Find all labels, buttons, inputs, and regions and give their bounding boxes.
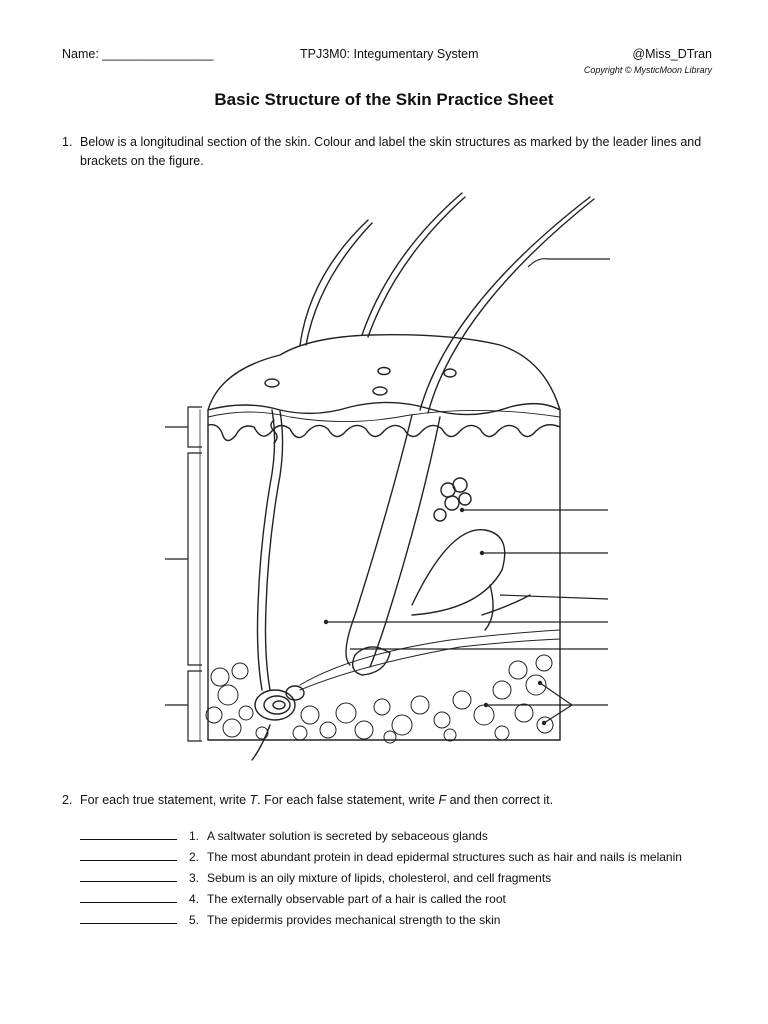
question-2-true-letter: T (249, 793, 258, 807)
leader-fat-3 (544, 705, 572, 723)
answer-blank[interactable] (80, 912, 177, 924)
question-1-text-line2: brackets on the figure. (80, 154, 204, 168)
sebaceous-gland-lobe (445, 496, 459, 510)
question-2-false-letter: F (438, 793, 447, 807)
leader-hair-shaft (528, 259, 610, 267)
left-brackets (165, 407, 202, 741)
pore (444, 369, 456, 377)
statement-text: Sebum is an oily mixture of lipids, cholesterol, and cell fragments (207, 871, 552, 885)
question-2-text-a: For each true statement, write (80, 793, 250, 807)
sweat-gland-duct (258, 410, 283, 690)
pore (378, 368, 390, 375)
answer-blank[interactable] (80, 828, 177, 840)
statement-row (80, 912, 500, 927)
question-2 (62, 793, 553, 807)
author-handle: @Miss_DTran (632, 47, 712, 61)
pore (265, 379, 279, 387)
hair-shaft-2 (362, 193, 465, 337)
hair-bulb (353, 647, 390, 675)
statement-number: 1. (189, 829, 200, 843)
statement-row (80, 870, 551, 885)
sebaceous-gland-lobe (459, 493, 471, 505)
statement-number: 4. (189, 892, 200, 906)
arrector-pili-muscle (412, 530, 505, 615)
copyright-notice: Copyright © MysticMoon Library (583, 65, 712, 75)
sweat-gland-coil (273, 701, 285, 709)
sebaceous-gland-lobe (434, 509, 446, 521)
statement-text: The most abundant protein in dead epidermal structures such as hair and nails is melanin (207, 850, 682, 864)
statement-text: The externally observable part of a hair is called the root (207, 892, 506, 906)
hair-shaft-1 (300, 220, 372, 345)
stratum-line (208, 410, 560, 421)
sweat-gland-coil (255, 690, 295, 720)
leader-dots (324, 508, 546, 725)
question-2-text-c: and then correct it. (446, 793, 554, 807)
answer-blank[interactable] (80, 870, 177, 882)
leader-muscle (500, 595, 608, 599)
sebaceous-gland-lobe (453, 478, 467, 492)
statement-number: 2. (189, 850, 200, 864)
statement-row (80, 828, 488, 843)
question-2-text-b: . For each false statement, write (257, 793, 439, 807)
question-1-number: 1. (62, 135, 73, 149)
statement-text: The epidermis provides mechanical strength to the skin (207, 913, 501, 927)
hair-follicle (346, 415, 440, 667)
statement-row (80, 891, 506, 906)
dermis-vessel (300, 639, 560, 690)
statement-row (80, 849, 682, 864)
course-title: TPJ3M0: Integumentary System (300, 47, 479, 61)
dermal-papillae (208, 425, 560, 441)
sweat-gland-coil (286, 686, 304, 700)
statement-number: 5. (189, 913, 200, 927)
statement-number: 3. (189, 871, 200, 885)
sweat-gland-coil (264, 696, 290, 714)
muscle-strands (482, 585, 530, 630)
name-field-label: Name: ________________ (62, 47, 214, 61)
answer-blank[interactable] (80, 849, 177, 861)
skin-cross-section-diagram (150, 185, 620, 770)
question-2-number: 2. (62, 793, 73, 807)
dermis-vessel (300, 630, 560, 685)
skin-diagram-svg (150, 185, 620, 770)
pore (373, 387, 387, 395)
answer-blank[interactable] (80, 891, 177, 903)
page-title: Basic Structure of the Skin Practice Sheet (214, 90, 554, 109)
question-1 (62, 133, 722, 171)
hair-shaft-3 (420, 197, 594, 413)
adipose-tissue (206, 655, 553, 743)
statement-text: A saltwater solution is secreted by sebaceous glands (207, 829, 488, 843)
leader-fat-1 (540, 683, 572, 705)
question-1-text-line1: Below is a longitudinal section of the skin. Colour and label the skin structures as marked by the leader lines and (80, 135, 702, 149)
